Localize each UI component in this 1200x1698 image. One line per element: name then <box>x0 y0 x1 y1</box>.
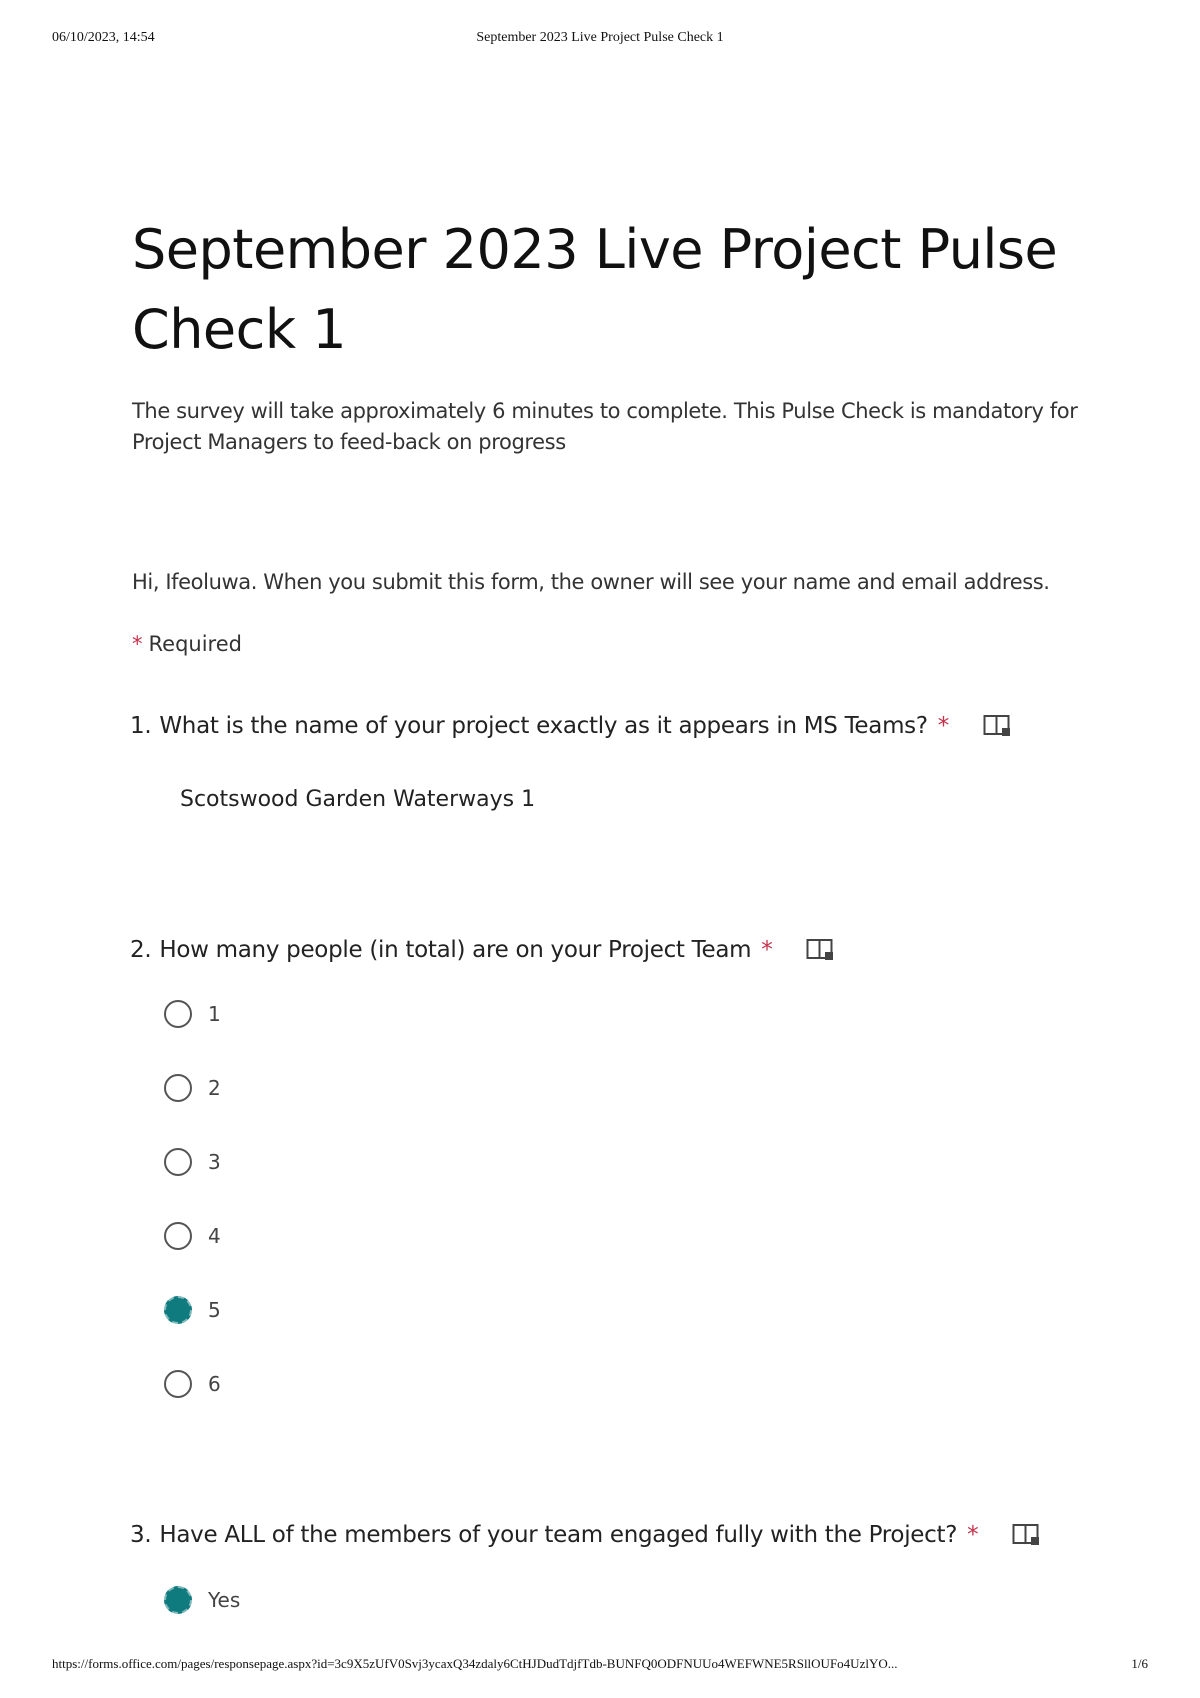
answer-text-field[interactable]: Scotswood Garden Waterways 1 <box>180 787 536 812</box>
required-asterisk: * <box>937 713 949 739</box>
question-number: 2. <box>130 937 152 963</box>
radio-option[interactable] <box>164 1000 221 1028</box>
radio-button[interactable] <box>164 1074 192 1102</box>
immersive-reader-icon[interactable] <box>983 714 1013 738</box>
question-text: What is the name of your project exactly as it appears in MS Teams? <box>159 713 928 739</box>
radio-button[interactable] <box>164 1222 192 1250</box>
radio-option[interactable] <box>164 1586 240 1614</box>
option-label: 4 <box>208 1224 221 1248</box>
form-title: September 2023 Live Project Pulse Check 1 <box>132 218 1058 361</box>
question-text: How many people (in total) are on your Project Team <box>159 937 752 963</box>
immersive-reader-icon[interactable] <box>806 938 836 962</box>
option-label: 2 <box>208 1076 221 1100</box>
question-2-title <box>130 937 836 963</box>
radio-option[interactable] <box>164 1148 221 1176</box>
option-label: Yes <box>208 1588 241 1612</box>
print-url: https://forms.office.com/pages/responsepage.aspx?id=3c9X5zUfV0Svj3ycaxQ34zdaly6CtHJDudTdjfTdb-BUNFQ0ODFNUUo4WEFWNE5RSllOUFo4UzlYO... <box>52 1656 898 1671</box>
option-label: 6 <box>208 1372 221 1396</box>
question-text: Have ALL of the members of your team engaged fully with the Project? <box>159 1522 958 1548</box>
option-label: 3 <box>208 1150 221 1174</box>
option-label: 5 <box>208 1298 221 1322</box>
radio-option[interactable] <box>164 1296 221 1324</box>
radio-button[interactable] <box>164 1370 192 1398</box>
radio-option[interactable] <box>164 1074 221 1102</box>
question-number: 3. <box>130 1522 152 1548</box>
question-number: 1. <box>130 713 152 739</box>
print-page-number: 1/6 <box>1131 1656 1148 1671</box>
radio-option[interactable] <box>164 1370 221 1398</box>
required-asterisk: * <box>967 1522 979 1548</box>
radio-button[interactable] <box>164 1000 192 1028</box>
required-asterisk: * <box>132 632 143 656</box>
print-datetime: 06/10/2023, 14:54 <box>52 30 155 45</box>
required-label: Required <box>148 632 242 656</box>
question-1-title <box>130 713 1013 739</box>
radio-button-selected[interactable] <box>164 1586 192 1614</box>
required-legend <box>132 632 242 656</box>
required-asterisk: * <box>761 937 773 963</box>
identity-note: Hi, Ifeoluwa. When you submit this form, the owner will see your name and email address. <box>132 570 1050 594</box>
radio-button[interactable] <box>164 1148 192 1176</box>
radio-option[interactable] <box>164 1222 221 1250</box>
immersive-reader-icon[interactable] <box>1012 1523 1042 1547</box>
print-page-title: September 2023 Live Project Pulse Check 1 <box>476 30 724 45</box>
form-description: The survey will take approximately 6 minutes to complete. This Pulse Check is mandatory for Project Managers to feed-back on progress <box>132 399 1078 454</box>
radio-button-selected[interactable] <box>164 1296 192 1324</box>
option-label: 1 <box>208 1002 221 1026</box>
question-3-title <box>130 1522 1042 1548</box>
